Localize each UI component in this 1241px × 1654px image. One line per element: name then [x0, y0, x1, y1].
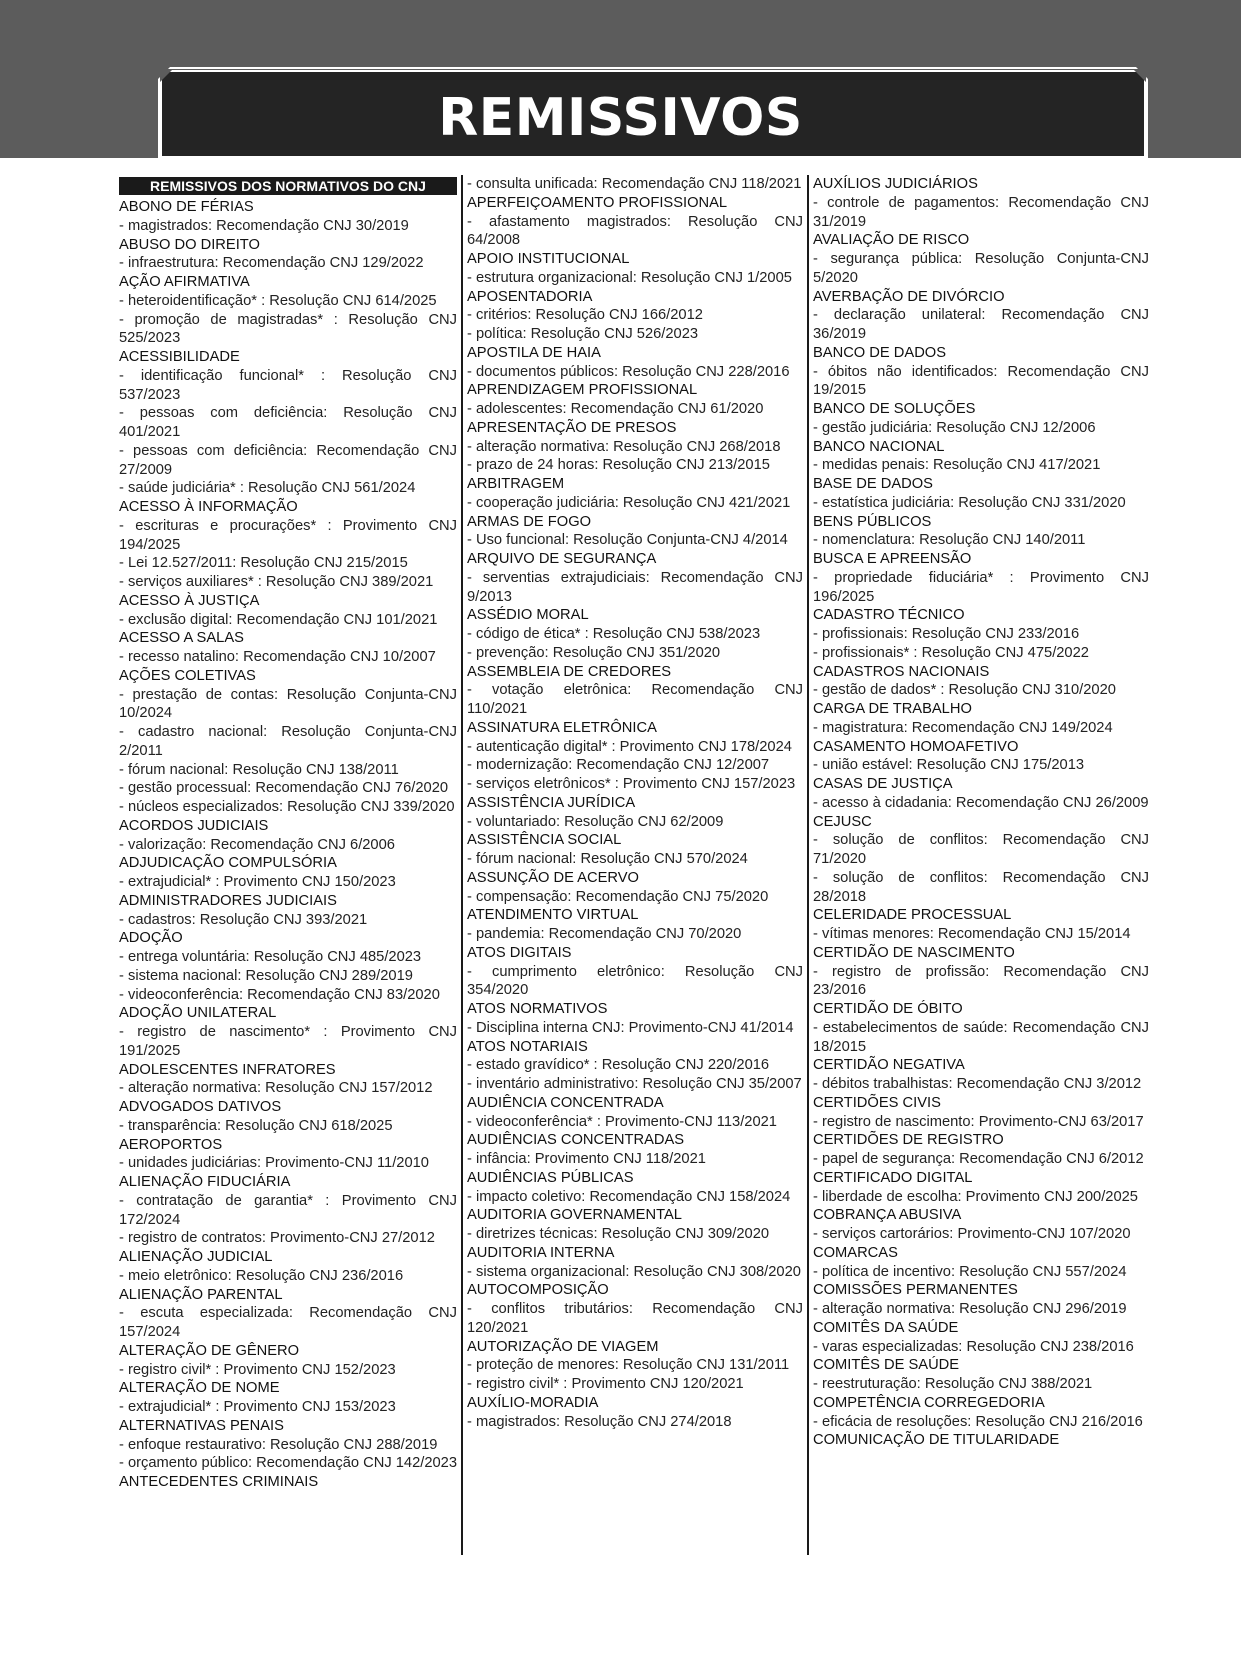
index-reference: - pessoas com deficiência: Resolução CNJ 401/2021	[119, 405, 457, 440]
index-reference: - afastamento magistrados: Resolução CNJ 64/2008	[467, 213, 803, 249]
index-reference: - eficácia de resoluções: Resolução CNJ 216/2016	[813, 1413, 1143, 1430]
index-reference: - serventias extrajudiciais: Recomendação CNJ 9/2013	[467, 569, 803, 605]
index-reference: - cadastro nacional: Resolução Conjunta-CNJ 2/2011	[119, 724, 457, 759]
index-reference: - diretrizes técnicas: Resolução CNJ 309/2020	[467, 1226, 770, 1242]
index-reference: - cumprimento eletrônico: Resolução CNJ 354/2020	[467, 963, 803, 999]
index-term: CARGA DE TRABALHO	[813, 701, 972, 717]
index-term: ADOÇÃO UNILATERAL	[119, 1005, 277, 1022]
index-reference: - magistrados: Resolução CNJ 274/2018	[467, 1413, 732, 1430]
index-reference: - prestação de contas: Resolução Conjunta-CNJ 10/2024	[119, 686, 457, 722]
index-reference: - acesso à cidadania: Recomendação CNJ 26/2009	[813, 794, 1149, 811]
index-term: APRENDIZAGEM PROFISSIONAL	[467, 382, 698, 399]
index-reference: - compensação: Recomendação CNJ 75/2020	[467, 888, 769, 905]
index-term: ARMAS DE FOGO	[467, 513, 592, 530]
index-term: COMUNICAÇÃO DE TITULARIDADE	[813, 1432, 1060, 1449]
index-term: AÇÕES COLETIVAS	[119, 667, 256, 684]
index-reference: - controle de pagamentos: Recomendação CNJ 31/2019	[813, 194, 1149, 230]
index-term: BENS PÚBLICOS	[813, 513, 932, 530]
index-term: AUDIÊNCIAS CONCENTRADAS	[467, 1132, 685, 1149]
index-reference: - orçamento público: Recomendação CNJ 142/2023	[119, 1455, 458, 1472]
index-term: ALTERNATIVAS PENAIS	[119, 1417, 284, 1434]
index-reference: - infância: Provimento CNJ 118/2021	[467, 1151, 706, 1167]
index-reference: - contratação de garantia* : Provimento CNJ 172/2024	[119, 1192, 457, 1228]
index-term: COMITÊS DE SAÚDE	[813, 1357, 960, 1374]
index-reference: - solução de conflitos: Recomendação CNJ 28/2018	[813, 869, 1149, 905]
index-reference: - alteração normativa: Resolução CNJ 268/2018	[467, 438, 781, 455]
index-term: ADOÇÃO	[119, 930, 183, 947]
index-reference: - prazo de 24 horas: Resolução CNJ 213/2015	[467, 457, 770, 474]
index-reference: - valorização: Recomendação CNJ 6/2006	[119, 836, 395, 853]
index-reference: - serviços cartorários: Provimento-CNJ 107/2020	[813, 1226, 1131, 1242]
index-reference: - estatística judiciária: Resolução CNJ 331/2020	[813, 494, 1126, 511]
index-term: ABONO DE FÉRIAS	[119, 199, 254, 215]
index-term: CERTIDÕES CIVIS	[813, 1094, 941, 1111]
index-reference: - núcleos especializados: Resolução CNJ 339/2020	[119, 799, 455, 815]
index-term: AVERBAÇÃO DE DIVÓRCIO	[813, 288, 1005, 305]
index-term: ADOLESCENTES INFRATORES	[119, 1061, 336, 1078]
index-term: ATOS DIGITAIS	[467, 944, 572, 961]
index-term: BANCO NACIONAL	[813, 438, 945, 455]
index-term: AEROPORTOS	[119, 1136, 223, 1153]
index-reference: - unidades judiciárias: Provimento-CNJ 11/2010	[119, 1155, 429, 1172]
index-reference: - autenticação digital* : Provimento CNJ 178/2024	[467, 738, 792, 755]
index-reference: - exclusão digital: Recomendação CNJ 101/2021	[119, 611, 438, 628]
index-reference: - registro de contratos: Provimento-CNJ 27/2012	[119, 1230, 435, 1247]
index-term: ABUSO DO DIREITO	[119, 236, 260, 253]
index-reference: - saúde judiciária* : Resolução CNJ 561/2024	[119, 480, 416, 497]
index-term: AUDIÊNCIAS PÚBLICAS	[467, 1169, 634, 1186]
index-term: AUTORIZAÇÃO DE VIAGEM	[467, 1338, 659, 1355]
index-column-3	[807, 175, 1153, 1555]
index-reference: - fórum nacional: Resolução CNJ 570/2024	[467, 851, 748, 867]
index-reference: - extrajudicial* : Provimento CNJ 150/2023	[119, 874, 396, 890]
index-reference: - óbitos não identificados: Recomendação CNJ 19/2015	[813, 363, 1149, 399]
index-reference: - estado gravídico* : Resolução CNJ 220/2016	[467, 1057, 770, 1074]
index-reference: - adolescentes: Recomendação CNJ 61/2020	[467, 401, 764, 417]
index-term: AUXÍLIO-MORADIA	[467, 1394, 599, 1411]
index-reference: - recesso natalino: Recomendação CNJ 10/2007	[119, 649, 436, 665]
index-reference: - reestruturação: Resolução CNJ 388/2021	[813, 1376, 1093, 1392]
index-term: COMPETÊNCIA CORREGEDORIA	[813, 1394, 1045, 1411]
index-term: ACESSO À JUSTIÇA	[119, 592, 260, 609]
index-reference: - enfoque restaurativo: Resolução CNJ 288/2019	[119, 1436, 438, 1453]
index-term: ADVOGADOS DATIVOS	[119, 1099, 282, 1115]
index-term: APERFEIÇOAMENTO PROFISSIONAL	[467, 194, 728, 211]
index-reference: - serviços auxiliares* : Resolução CNJ 389/2021	[119, 574, 434, 590]
index-term: ACESSIBILIDADE	[119, 349, 240, 365]
index-term: ALIENAÇÃO PARENTAL	[119, 1286, 283, 1303]
index-reference: - registro de nascimento* : Provimento CNJ 191/2025	[119, 1024, 457, 1059]
index-reference: - entrega voluntária: Resolução CNJ 485/2023	[119, 949, 422, 965]
index-term: APOIO INSTITUCIONAL	[467, 251, 630, 267]
index-term: ALIENAÇÃO FIDUCIÁRIA	[119, 1174, 291, 1190]
index-reference: - estabelecimentos de saúde: Recomendação CNJ 18/2015	[813, 1019, 1149, 1055]
index-term: BANCO DE SOLUÇÕES	[813, 401, 976, 417]
index-term: CADASTRO TÉCNICO	[813, 607, 965, 624]
index-reference: - heteroidentificação* : Resolução CNJ 614/2025	[119, 292, 437, 309]
section-title-badge: REMISSIVOS DOS NORMATIVOS DO CNJ	[119, 177, 457, 195]
index-term: ASSUNÇÃO DE ACERVO	[467, 869, 639, 886]
index-term: ALTERAÇÃO DE NOME	[119, 1380, 280, 1397]
index-term: CERTIDÃO DE NASCIMENTO	[813, 944, 1015, 961]
index-term: ACESSO A SALAS	[119, 630, 244, 647]
index-reference: - união estável: Resolução CNJ 175/2013	[813, 757, 1085, 774]
index-reference: - gestão judiciária: Resolução CNJ 12/2006	[813, 419, 1096, 436]
index-term: CADASTROS NACIONAIS	[813, 663, 990, 680]
index-term: ALTERAÇÃO DE GÊNERO	[119, 1342, 300, 1359]
index-reference: - videoconferência* : Provimento-CNJ 113/2021	[467, 1113, 777, 1130]
index-term: CELERIDADE PROCESSUAL	[813, 907, 1012, 924]
index-term: CERTIDÃO DE ÓBITO	[813, 1001, 963, 1017]
index-term: ATOS NORMATIVOS	[467, 1001, 608, 1017]
index-term: ADJUDICAÇÃO COMPULSÓRIA	[119, 855, 337, 872]
index-reference: - inventário administrativo: Resolução CNJ 35/2007	[467, 1076, 802, 1092]
index-term: CERTIFICADO DIGITAL	[813, 1169, 973, 1186]
index-reference: - Lei 12.527/2011: Resolução CNJ 215/2015	[119, 555, 408, 572]
index-reference: - promoção de magistradas* : Resolução CNJ 525/2023	[119, 311, 457, 347]
index-reference: - registro de nascimento: Provimento-CNJ 63/2017	[813, 1113, 1144, 1130]
index-reference: - alteração normativa: Resolução CNJ 157/2012	[119, 1080, 433, 1097]
index-reference: - conflitos tributários: Recomendação CNJ 120/2021	[467, 1301, 803, 1336]
index-term: ATOS NOTARIAIS	[467, 1038, 588, 1055]
index-reference: - declaração unilateral: Recomendação CNJ 36/2019	[813, 307, 1149, 342]
index-reference: - magistratura: Recomendação CNJ 149/2024	[813, 719, 1113, 736]
index-term: ARBITRAGEM	[467, 476, 565, 492]
index-term: ASSEMBLEIA DE CREDORES	[467, 663, 672, 680]
index-term: APOSENTADORIA	[467, 288, 593, 305]
index-term: AÇÃO AFIRMATIVA	[119, 274, 250, 290]
index-reference: - modernização: Recomendação CNJ 12/2007	[467, 757, 770, 774]
index-term: CERTIDÃO NEGATIVA	[813, 1057, 965, 1074]
index-reference: - registro de profissão: Recomendação CNJ 23/2016	[813, 963, 1149, 999]
index-term: ACORDOS JUDICIAIS	[119, 817, 269, 834]
index-reference: - sistema nacional: Resolução CNJ 289/2019	[119, 967, 413, 984]
index-reference: - fórum nacional: Resolução CNJ 138/2011	[119, 761, 399, 778]
index-reference: - papel de segurança: Recomendação CNJ 6/2012	[813, 1151, 1144, 1167]
index-reference: - liberdade de escolha: Provimento CNJ 200/2025	[813, 1188, 1138, 1205]
index-reference: - Disciplina interna CNJ: Provimento-CNJ 41/2014	[467, 1019, 794, 1036]
index-columns	[115, 175, 1155, 1555]
index-term: COMITÊS DA SAÚDE	[813, 1319, 959, 1336]
index-term: ASSÉDIO MORAL	[467, 607, 589, 624]
index-reference: - pandemia: Recomendação CNJ 70/2020	[467, 926, 742, 942]
index-reference: - videoconferência: Recomendação CNJ 83/2020	[119, 986, 440, 1003]
index-term: AUTOCOMPOSIÇÃO	[467, 1282, 609, 1299]
index-term: CASAMENTO HOMOAFETIVO	[813, 738, 1019, 755]
index-reference: - débitos trabalhistas: Recomendação CNJ 3/2012	[813, 1076, 1142, 1092]
index-term: BASE DE DADOS	[813, 476, 933, 492]
index-term: COBRANÇA ABUSIVA	[813, 1207, 962, 1224]
index-reference: - magistrados: Recomendação CNJ 30/2019	[119, 217, 409, 234]
index-reference: - proteção de menores: Resolução CNJ 131/2011	[467, 1357, 790, 1374]
index-term: CASAS DE JUSTIÇA	[813, 776, 953, 792]
page-title: REMISSIVOS	[438, 88, 803, 148]
index-reference: - voluntariado: Resolução CNJ 62/2009	[467, 813, 724, 830]
index-reference: - vítimas menores: Recomendação CNJ 15/2014	[813, 926, 1131, 942]
index-reference: - política: Resolução CNJ 526/2023	[467, 326, 699, 342]
index-term: ADMINISTRADORES JUDICIAIS	[119, 892, 337, 909]
index-reference: - serviços eletrônicos* : Provimento CNJ 157/2023	[467, 776, 796, 792]
index-reference: - consulta unificada: Recomendação CNJ 118/2021	[467, 176, 802, 192]
index-reference: - sistema organizacional: Resolução CNJ 308/2020	[467, 1263, 801, 1280]
index-reference: - pessoas com deficiência: Recomendação CNJ 27/2009	[119, 442, 457, 478]
index-term: COMISSÕES PERMANENTES	[813, 1282, 1018, 1299]
index-reference: - propriedade fiduciária* : Provimento CNJ 196/2025	[813, 569, 1149, 605]
index-term: ATENDIMENTO VIRTUAL	[467, 907, 639, 924]
index-reference: - escuta especializada: Recomendação CNJ 157/2024	[119, 1305, 457, 1340]
index-reference: - nomenclatura: Resolução CNJ 140/2011	[813, 532, 1086, 549]
index-reference: - profissionais: Resolução CNJ 233/2016	[813, 626, 1080, 642]
index-term: AUDITORIA INTERNA	[467, 1244, 615, 1261]
index-reference: - infraestrutura: Recomendação CNJ 129/2022	[119, 255, 424, 272]
index-term: BANCO DE DADOS	[813, 344, 947, 361]
index-term: ANTECEDENTES CRIMINAIS	[119, 1474, 319, 1490]
index-reference: - código de ética* : Resolução CNJ 538/2023	[467, 626, 761, 642]
index-reference: - extrajudicial* : Provimento CNJ 153/2023	[119, 1399, 396, 1415]
index-reference: - meio eletrônico: Resolução CNJ 236/2016	[119, 1267, 404, 1284]
index-reference: - registro civil* : Provimento CNJ 120/2021	[467, 1376, 744, 1392]
index-reference: - cadastros: Resolução CNJ 393/2021	[119, 911, 368, 928]
index-reference: - política de incentivo: Resolução CNJ 557/2024	[813, 1263, 1127, 1280]
index-term: AUDIÊNCIA CONCENTRADA	[467, 1094, 664, 1111]
index-term: ACESSO À INFORMAÇÃO	[119, 499, 298, 515]
index-term: APRESENTAÇÃO DE PRESOS	[467, 419, 677, 436]
index-term: AUXÍLIOS JUDICIÁRIOS	[813, 176, 978, 192]
index-term: AVALIAÇÃO DE RISCO	[813, 232, 970, 249]
index-reference: - solução de conflitos: Recomendação CNJ 71/2020	[813, 832, 1149, 867]
index-reference: - registro civil* : Provimento CNJ 152/2023	[119, 1361, 396, 1378]
index-term: ASSISTÊNCIA SOCIAL	[467, 832, 622, 849]
index-reference: - transparência: Resolução CNJ 618/2025	[119, 1117, 393, 1134]
index-reference: - identificação funcional* : Resolução CNJ 537/2023	[119, 367, 457, 403]
index-term: CEJUSC	[813, 813, 872, 830]
index-term: AUDITORIA GOVERNAMENTAL	[467, 1207, 682, 1224]
index-term: ALIENAÇÃO JUDICIAL	[119, 1249, 273, 1265]
index-reference: - profissionais* : Resolução CNJ 475/2022	[813, 644, 1089, 661]
index-term: CERTIDÕES DE REGISTRO	[813, 1132, 1004, 1149]
index-term: APOSTILA DE HAIA	[467, 344, 601, 361]
index-term: ARQUIVO DE SEGURANÇA	[467, 551, 657, 567]
index-reference: - medidas penais: Resolução CNJ 417/2021	[813, 457, 1101, 474]
index-reference: - alteração normativa: Resolução CNJ 296/2019	[813, 1301, 1127, 1317]
index-reference: - prevenção: Resolução CNJ 351/2020	[467, 644, 721, 661]
index-reference: - documentos públicos: Resolução CNJ 228/2016	[467, 363, 790, 380]
index-reference: - impacto coletivo: Recomendação CNJ 158/2024	[467, 1188, 791, 1205]
index-reference: - critérios: Resolução CNJ 166/2012	[467, 307, 703, 324]
index-term: ASSISTÊNCIA JURÍDICA	[467, 794, 636, 811]
index-reference: - gestão processual: Recomendação CNJ 76/2020	[119, 780, 449, 797]
index-reference: - estrutura organizacional: Resolução CNJ 1/2005	[467, 269, 792, 286]
index-term: COMARCAS	[813, 1244, 898, 1261]
index-reference: - cooperação judiciária: Resolução CNJ 421/2021	[467, 494, 791, 511]
index-term: BUSCA E APREENSÃO	[813, 551, 972, 567]
index-column-2	[461, 175, 807, 1555]
index-reference: - escrituras e procurações* : Provimento CNJ 194/2025	[119, 517, 457, 553]
index-reference: - gestão de dados* : Resolução CNJ 310/2020	[813, 682, 1116, 699]
index-term: ASSINATURA ELETRÔNICA	[467, 719, 657, 736]
index-reference: - segurança pública: Resolução Conjunta-CNJ 5/2020	[813, 251, 1149, 286]
index-reference: - votação eletrônica: Recomendação CNJ 110/2021	[467, 682, 803, 717]
index-reference: - varas especializadas: Resolução CNJ 238/2016	[813, 1338, 1134, 1355]
index-reference: - Uso funcional: Resolução Conjunta-CNJ 4/2014	[467, 532, 788, 549]
index-column-1	[115, 175, 461, 1555]
